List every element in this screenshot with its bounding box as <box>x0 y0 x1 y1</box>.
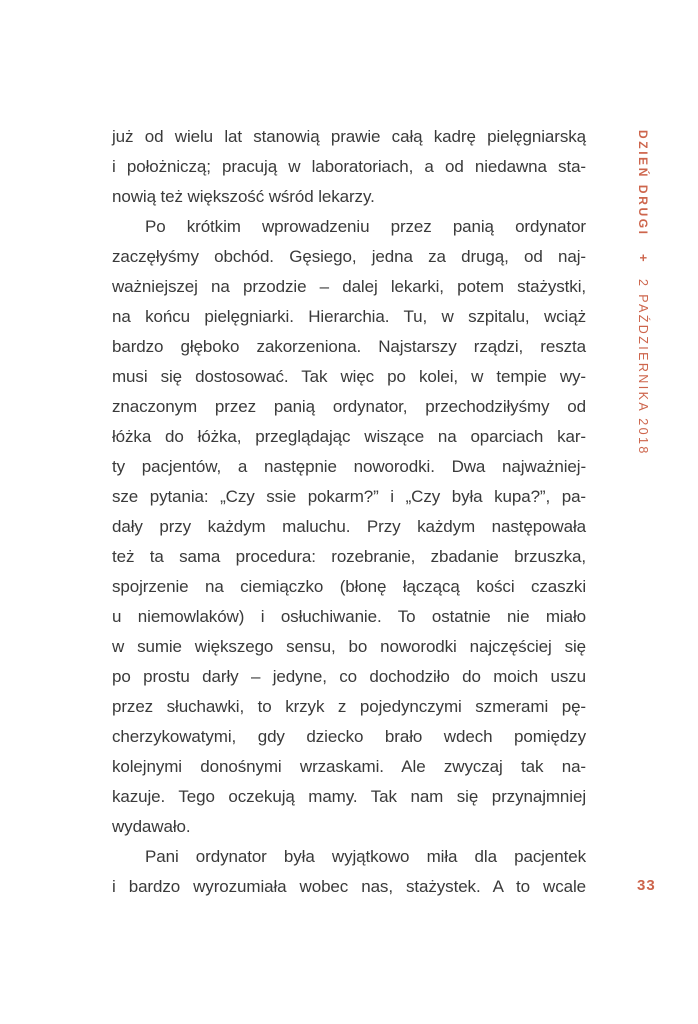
text-line: kolejnymi donośnymi wrzaskami. Ale zwyczaj tak na- <box>112 757 586 776</box>
text-line: kazuje. Tego oczekują mamy. Tak nam się przynajmniej <box>112 787 586 806</box>
text-line: już od wielu lat stanowią prawie całą kadrę pielęgniarską <box>112 127 586 146</box>
margin-header-day-label: DZIEŃ DRUGI <box>636 130 650 237</box>
text-line: znaczonym przez panią ordynator, przechodziłyśmy od <box>112 397 586 416</box>
text-line: dały przy każdym maluchu. Przy każdym następowała <box>112 517 586 536</box>
text-line: ty pacjentów, a następnie noworodki. Dwa najważniej- <box>112 457 586 476</box>
text-line: sze pytania: „Czy ssie pokarm?” i „Czy była kupa?”, pa- <box>112 487 586 506</box>
text-line: Pani ordynator była wyjątkowo miła dla pacjentek <box>145 847 586 866</box>
margin-header <box>634 130 652 470</box>
text-line: w sumie większego sensu, bo noworodki najczęściej się <box>112 637 586 656</box>
text-line: Po krótkim wprowadzeniu przez panią ordynator <box>145 217 586 236</box>
text-line: u niemowlaków) i osłuchiwanie. To ostatnie nie miało <box>112 607 586 626</box>
margin-header-date-label: 2 PAŹDZIERNIKA 2018 <box>636 279 650 456</box>
text-line: i bardzo wyrozumiała wobec nas, stażystek. A to wcale <box>112 877 586 896</box>
text-line: też ta sama procedura: rozebranie, zbadanie brzuszka, <box>112 547 586 566</box>
text-line: łóżka do łóżka, przeglądając wiszące na oparciach kar- <box>112 427 586 446</box>
text-line: musi się dostosować. Tak więc po kolei, w tempie wy- <box>112 367 586 386</box>
text-line: ważniejszej na przodzie – dalej lekarki, potem stażystki, <box>112 277 586 296</box>
body-text <box>112 122 586 902</box>
plus-separator-icon: + <box>636 254 651 262</box>
text-line: wydawało. <box>112 817 191 836</box>
text-line: po prostu darły – jedyne, co dochodziło do moich uszu <box>112 667 586 686</box>
text-line: cherzykowatymi, gdy dziecko brało wdech pomiędzy <box>112 727 586 746</box>
page-number: 33 <box>637 877 656 894</box>
text-line: spojrzenie na ciemiączko (błonę łączącą kości czaszki <box>112 577 586 596</box>
text-line: i położniczą; pracują w laboratoriach, a od niedawna sta- <box>112 157 586 176</box>
text-line: nowią też większość wśród lekarzy. <box>112 187 375 206</box>
text-line: zaczęłyśmy obchód. Gęsiego, jedna za drugą, od naj- <box>112 247 586 266</box>
text-line: przez słuchawki, to krzyk z pojedynczymi szmerami pę- <box>112 697 586 716</box>
text-line: bardzo głęboko zakorzeniona. Najstarszy rządzi, reszta <box>112 337 586 356</box>
text-line: na końcu pielęgniarki. Hierarchia. Tu, w szpitalu, wciąż <box>112 307 586 326</box>
